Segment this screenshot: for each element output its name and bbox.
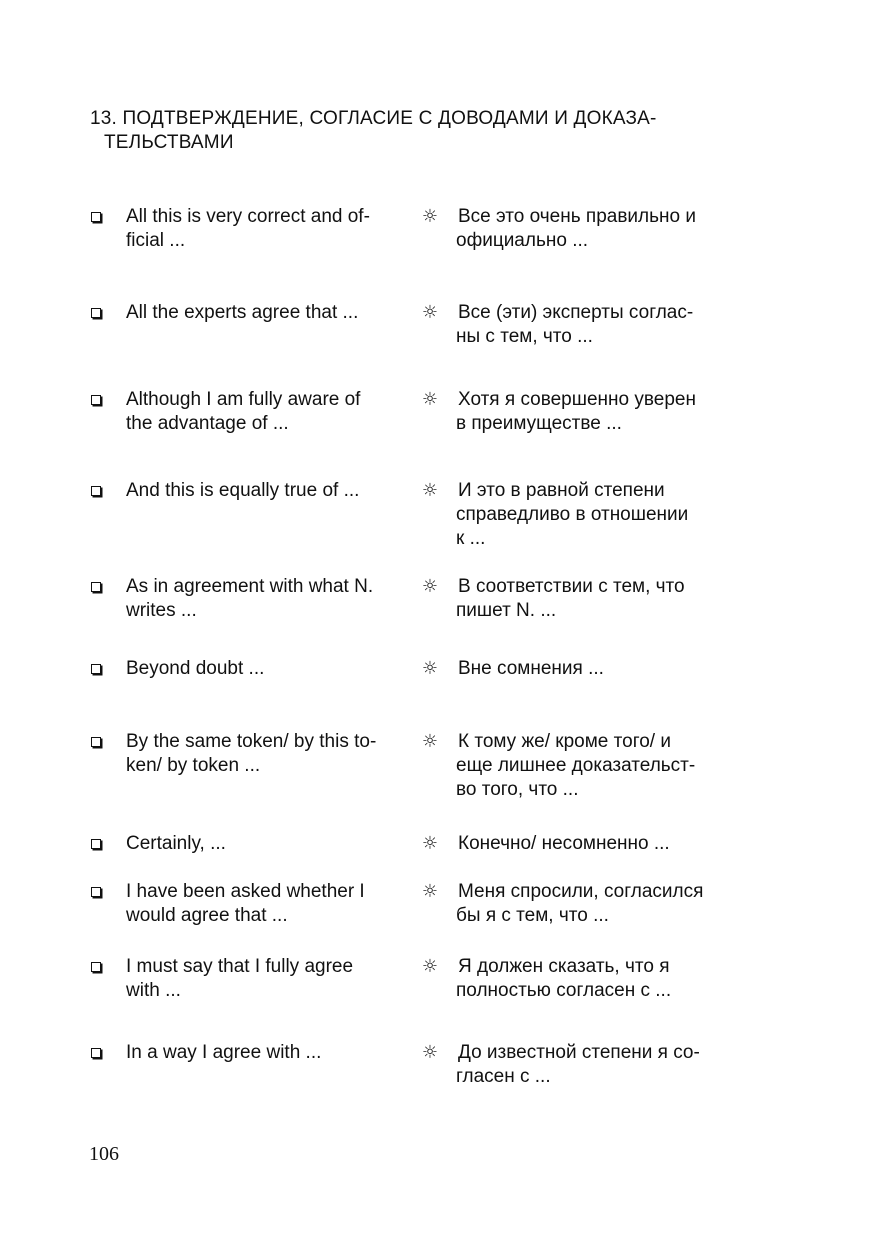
english-phrase xyxy=(126,657,406,681)
english-phrase-line: the advantage of ... xyxy=(126,413,289,434)
russian-phrase-line: Вне сомнения ... xyxy=(458,658,604,679)
english-phrase-line: with ... xyxy=(126,980,181,1001)
russian-phrase-line: Меня спросили, согласился xyxy=(458,881,704,902)
russian-phrase xyxy=(456,657,746,681)
russian-phrase xyxy=(456,955,746,1003)
russian-phrase-line: К тому же/ кроме того/ и xyxy=(458,731,671,752)
checkbox-square-icon xyxy=(91,486,101,496)
section-heading xyxy=(90,107,750,155)
english-phrase xyxy=(126,479,406,503)
russian-phrase xyxy=(456,730,746,802)
english-phrase-line: In a way I agree with ... xyxy=(126,1042,322,1063)
english-phrase-line: As in agreement with what N. xyxy=(126,576,374,597)
checkbox-square-icon xyxy=(91,664,101,674)
english-phrase-line: writes ... xyxy=(126,600,197,621)
english-phrase-line: Beyond doubt ... xyxy=(126,658,265,679)
english-phrase xyxy=(126,730,406,778)
sun-icon: ☼ xyxy=(421,956,439,977)
sun-icon: ☼ xyxy=(421,576,439,597)
english-phrase xyxy=(126,832,406,856)
russian-phrase-line: Хотя я совершенно уверен xyxy=(458,389,696,410)
russian-phrase-line: В соответствии с тем, что xyxy=(458,576,685,597)
russian-phrase xyxy=(456,205,746,253)
sun-icon: ☼ xyxy=(421,389,439,410)
english-phrase xyxy=(126,575,406,623)
checkbox-square-icon xyxy=(91,1048,101,1058)
english-phrase-line: All this is very correct and of- xyxy=(126,206,370,227)
russian-phrase-line: И это в равной степени xyxy=(458,480,665,501)
sun-icon: ☼ xyxy=(421,480,439,501)
checkbox-square-icon xyxy=(91,582,101,592)
russian-phrase xyxy=(456,832,746,856)
english-phrase xyxy=(126,301,406,325)
russian-phrase-line: к ... xyxy=(456,528,486,549)
english-phrase xyxy=(126,205,406,253)
russian-phrase xyxy=(456,1041,746,1089)
russian-phrase xyxy=(456,880,746,928)
russian-phrase-line: еще лишнее доказательст- xyxy=(456,755,696,776)
english-phrase-line: ken/ by token ... xyxy=(126,755,261,776)
russian-phrase-line: ны с тем, что ... xyxy=(456,326,593,347)
checkbox-square-icon xyxy=(91,839,101,849)
russian-phrase-line: полностью согласен с ... xyxy=(456,980,672,1001)
russian-phrase-line: справедливо в отношении xyxy=(456,504,689,525)
sun-icon: ☼ xyxy=(421,206,439,227)
english-phrase-line: I must say that I fully agree xyxy=(126,956,354,977)
section-heading-line-2: ТЕЛЬСТВАМИ xyxy=(104,132,234,153)
russian-phrase xyxy=(456,388,746,436)
section-heading-line-1: 13. ПОДТВЕРЖДЕНИЕ, СОГЛАСИЕ С ДОВОДАМИ И ДОКАЗА- xyxy=(90,108,657,129)
russian-phrase-line: во того, что ... xyxy=(456,779,579,800)
sun-icon: ☼ xyxy=(421,731,439,752)
russian-phrase-line: Все (эти) эксперты соглас- xyxy=(458,302,694,323)
english-phrase-line: Although I am fully aware of xyxy=(126,389,361,410)
russian-phrase-line: Все это очень правильно и xyxy=(458,206,696,227)
russian-phrase-line: официально ... xyxy=(456,230,589,251)
english-phrase xyxy=(126,955,406,1003)
russian-phrase-line: бы я с тем, что ... xyxy=(456,905,609,926)
english-phrase xyxy=(126,388,406,436)
russian-phrase-line: пишет N. ... xyxy=(456,600,557,621)
english-phrase-line: All the experts agree that ... xyxy=(126,302,359,323)
russian-phrase xyxy=(456,301,746,349)
english-phrase-line: By the same token/ by this to- xyxy=(126,731,377,752)
russian-phrase xyxy=(456,575,746,623)
page-number: 106 xyxy=(89,1143,119,1165)
english-phrase-line: I have been asked whether I xyxy=(126,881,365,902)
russian-phrase-line: До известной степени я со- xyxy=(458,1042,700,1063)
sun-icon: ☼ xyxy=(421,833,439,854)
russian-phrase-line: гласен с ... xyxy=(456,1066,551,1087)
english-phrase xyxy=(126,1041,406,1065)
russian-phrase-line: в преимуществе ... xyxy=(456,413,622,434)
sun-icon: ☼ xyxy=(421,302,439,323)
checkbox-square-icon xyxy=(91,308,101,318)
checkbox-square-icon xyxy=(91,737,101,747)
russian-phrase xyxy=(456,479,746,551)
sun-icon: ☼ xyxy=(421,1042,439,1063)
russian-phrase-line: Конечно/ несомненно ... xyxy=(458,833,670,854)
checkbox-square-icon xyxy=(91,395,101,405)
checkbox-square-icon xyxy=(91,212,101,222)
english-phrase xyxy=(126,880,406,928)
english-phrase-line: Certainly, ... xyxy=(126,833,226,854)
checkbox-square-icon xyxy=(91,962,101,972)
english-phrase-line: And this is equally true of ... xyxy=(126,480,360,501)
checkbox-square-icon xyxy=(91,887,101,897)
sun-icon: ☼ xyxy=(421,881,439,902)
english-phrase-line: would agree that ... xyxy=(126,905,288,926)
russian-phrase-line: Я должен сказать, что я xyxy=(458,956,670,977)
sun-icon: ☼ xyxy=(421,658,439,679)
english-phrase-line: ficial ... xyxy=(126,230,186,251)
